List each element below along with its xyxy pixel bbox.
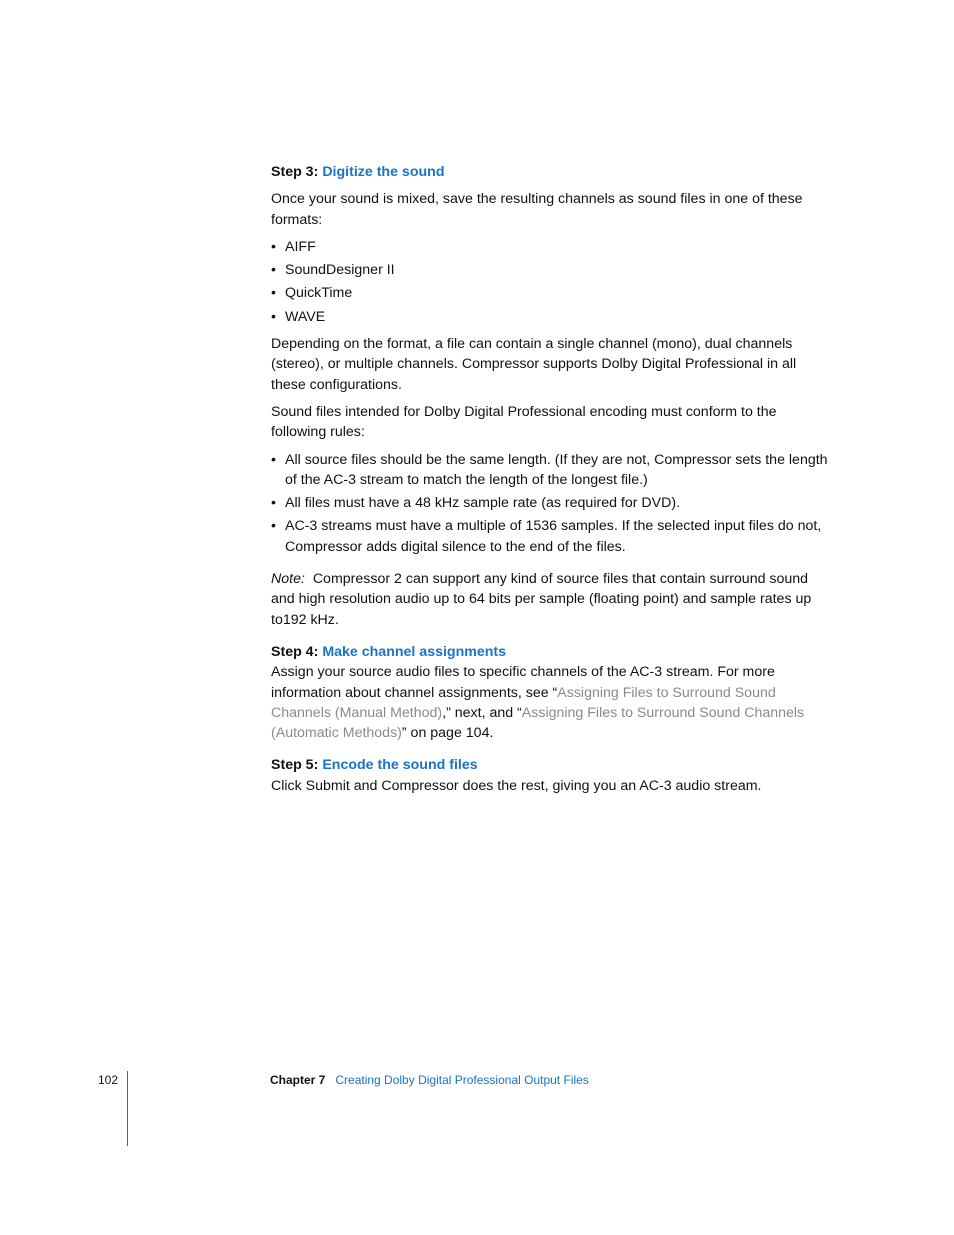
step-4-title: Make channel assignments [322,643,507,660]
automatic-methods-link[interactable]: Assigning Files to Surround Sound Channels (Automatic Methods) [271,704,805,742]
bullet-icon: • [271,308,276,325]
bullet-icon: • [271,518,276,535]
note-text: Compressor 2 can support any kind of source files that contain surround sound and high resolution audio up to 64 bits per sample (floating point) and sample rates up to192 kHz. [271,571,812,628]
format-item: AIFF [285,238,316,255]
step-5-title: Encode the sound files [322,757,478,774]
list-item [271,237,831,257]
bullet-icon: • [271,238,276,255]
chapter-footer [270,1072,589,1088]
step-4-heading [271,642,831,662]
step-5-text: Click Submit and Compressor does the rest, giving you an AC-3 audio stream. [271,777,762,794]
step-5-heading [271,755,831,775]
page-content [271,162,831,796]
format-list [271,237,831,327]
list-item [271,260,831,280]
step-4-label: Step 4: [271,643,319,660]
note-paragraph [271,569,831,630]
step-3-heading [271,162,831,182]
page-number: 102 [98,1073,119,1087]
step-3-intro: Once your sound is mixed, save the resulting channels as sound files in one of these formats: [271,191,803,228]
rule-item: AC-3 streams must have a multiple of 1536 samples. If the selected input files do not, Compressor adds digital silence to the end of the files. [285,518,822,555]
format-item: SoundDesigner II [285,262,395,279]
bullet-icon: • [271,285,276,302]
list-item [271,307,831,327]
step-4-text-before: Assign your source audio files to specific channels of the AC-3 stream. For more information about channel assignments, see “ [271,664,775,701]
step-3-label: Step 3: [271,164,319,180]
bullet-icon: • [271,451,276,468]
rule-item: All source files should be the same length. (If they are not, Compressor sets the length of the AC-3 stream to match the length of the longest file.) [285,451,828,488]
list-item [271,493,831,513]
footer-rule [127,1071,128,1146]
step-4-text-middle: ,” next, and “ [442,704,522,721]
step-4-text-after: ” on page 104. [401,725,494,742]
list-item [271,516,831,557]
note-label: Note: [271,571,305,588]
format-item: QuickTime [285,285,353,302]
step-3-title: Digitize the sound [322,164,445,180]
rules-paragraph: Sound files intended for Dolby Digital Professional encoding must conform to the following rules: [271,403,777,441]
list-item [271,283,831,303]
step-5-label: Step 5: [271,757,319,774]
rule-item: All files must have a 48 kHz sample rate (as required for DVD). [285,495,681,512]
manual-method-link[interactable]: Assigning Files to Surround Sound Channels (Manual Method) [271,684,776,721]
bullet-icon: • [271,495,276,512]
channels-paragraph: Depending on the format, a file can contain a single channel (mono), dual channels (stereo), or multiple channels. Compressor supports Dolby Digital Professional in all these configurations. [271,336,797,393]
list-item [271,450,831,491]
rules-list [271,450,831,557]
format-item: WAVE [285,308,326,325]
bullet-icon: • [271,262,276,279]
chapter-label: Chapter 7 [270,1073,326,1087]
chapter-title[interactable]: Creating Dolby Digital Professional Output Files [335,1073,589,1087]
step-4-text [271,662,831,743]
